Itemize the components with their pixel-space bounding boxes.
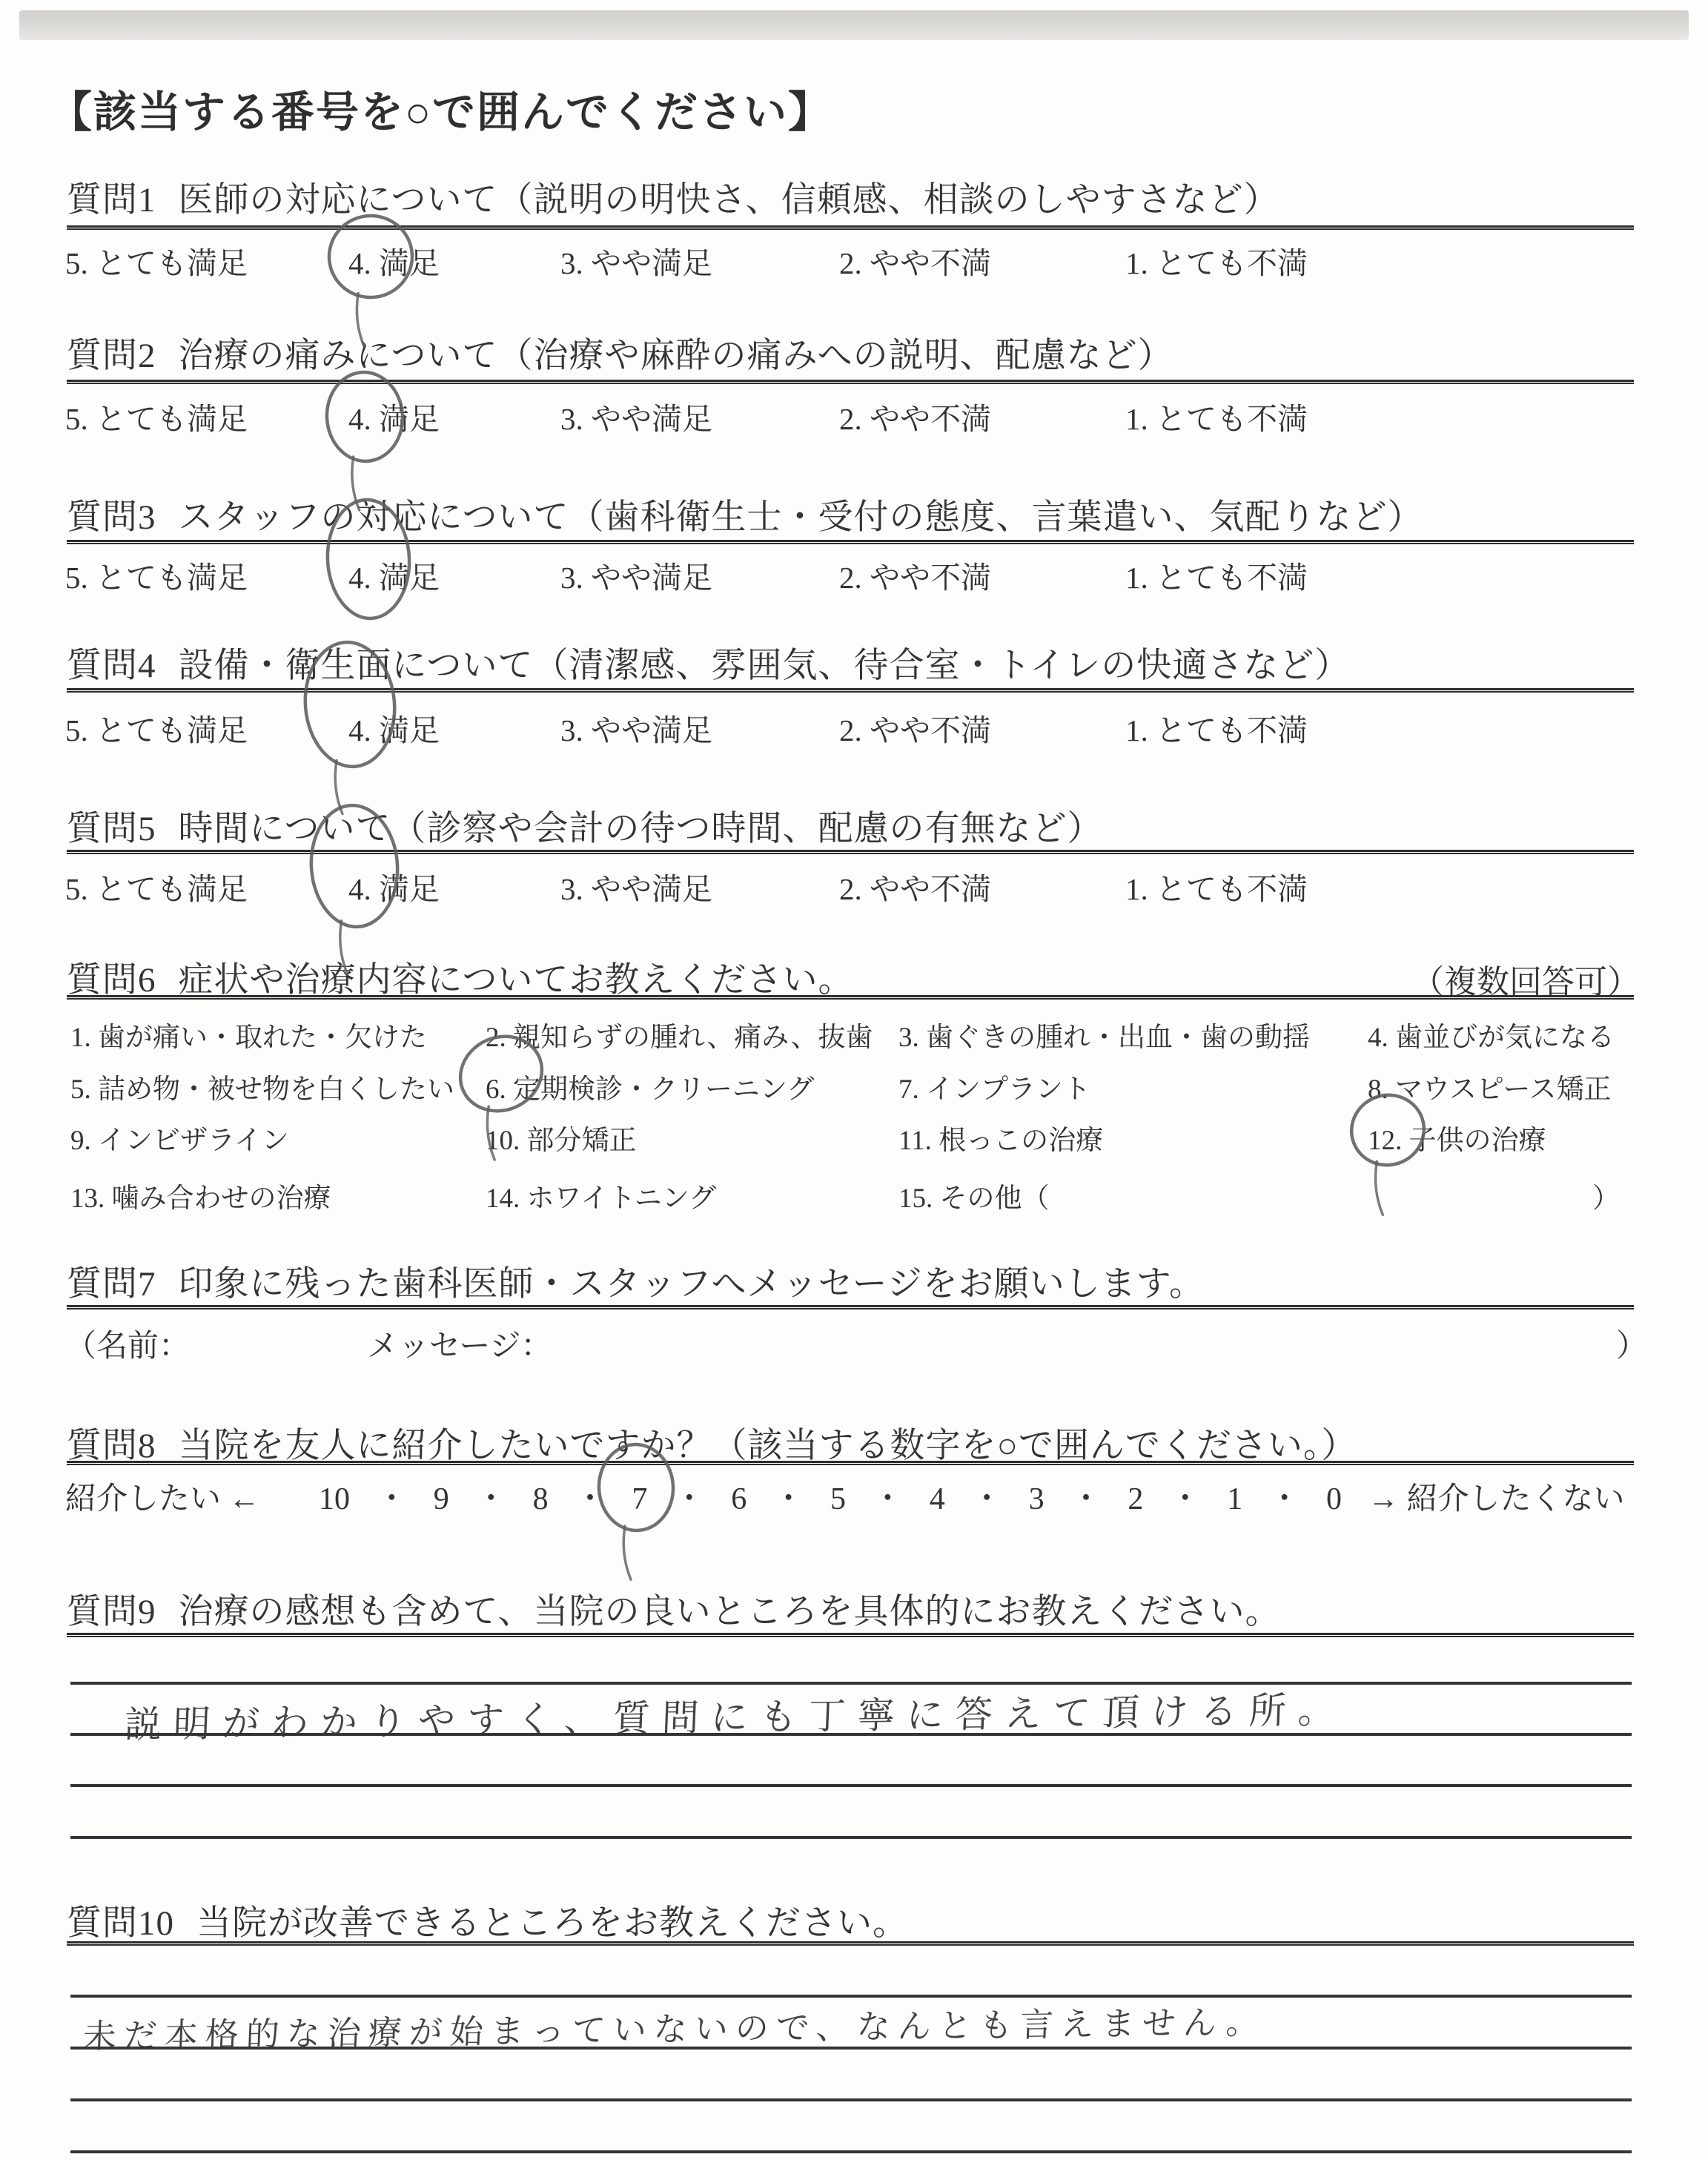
q4-option-4: 4. 満足 [348, 713, 440, 747]
q5-option-4: 4. 満足 [348, 872, 440, 906]
q6-item-4: 4. 歯並びが気になる [1368, 1023, 1615, 1053]
q6-item-13: 13. 噛み合わせの治療 [70, 1183, 331, 1214]
page-title: 【該当する番号を○で囲んでください】 [49, 88, 833, 136]
q2-header [67, 328, 1174, 377]
q7-header [67, 1256, 1205, 1306]
q7-close-paren: ） [1616, 1330, 1648, 1364]
q5-underline [67, 850, 1634, 854]
q8-text: 当院を友人に紹介したいですか？（該当する数字を○で囲んでください。） [178, 1427, 1357, 1465]
q8-left-label: 紹介したい ← [65, 1482, 260, 1516]
q8-score-5: 5 [830, 1482, 846, 1516]
q2-option-5: 5. とても満足 [65, 402, 248, 436]
q10-text: 当院が改善できるところをお教えください。 [196, 1904, 908, 1943]
q8-score-4: 4 [929, 1482, 945, 1516]
q3-underline [67, 540, 1634, 544]
dot-separator: ・ [673, 1482, 705, 1516]
q2-label: 質問2 [67, 337, 156, 375]
q6-label: 質問6 [67, 961, 156, 1000]
q10-underline [67, 1941, 1634, 1946]
q3-option-2: 2. やや不満 [839, 561, 991, 595]
q8-score-scale [319, 1474, 1342, 1519]
q10-answer-line-2 [70, 2047, 1632, 2050]
q7-name-label: （名前： [65, 1330, 191, 1364]
q10-label: 質問10 [67, 1904, 174, 1943]
q5-label: 質問5 [67, 810, 156, 848]
q8-score-9: 9 [433, 1482, 449, 1516]
q1-underline [67, 225, 1634, 230]
q6-item-5: 5. 詰め物・被せ物を白くしたい [70, 1074, 454, 1105]
q1-label: 質問1 [67, 181, 156, 219]
q6-item-9: 9. インビザライン [70, 1126, 289, 1156]
q4-underline [67, 688, 1634, 693]
q6-item-11: 11. 根っこの治療 [898, 1126, 1104, 1156]
q8-score-6: 6 [731, 1482, 747, 1516]
q5-text: 時間について（診察や会計の待つ時間、配慮の有無など） [178, 810, 1103, 848]
q4-header [67, 638, 1350, 687]
q4-option-3: 3. やや満足 [560, 713, 712, 747]
q1-option-1: 1. とても不満 [1125, 246, 1308, 280]
q7-label: 質問7 [67, 1265, 156, 1304]
dot-separator: ・ [872, 1482, 904, 1516]
q8-label: 質問8 [67, 1427, 156, 1465]
q1-header [67, 172, 1280, 222]
q10-answer-line-3 [70, 2098, 1632, 2101]
q2-option-1: 1. とても不満 [1125, 402, 1308, 436]
q6-underline [67, 995, 1634, 1000]
q3-text: スタッフの対応について（歯科衛生士・受付の態度、言葉遣い、気配りなど） [178, 498, 1423, 537]
q8-score-0: 0 [1325, 1482, 1342, 1516]
q6-item-15: 15. その他（ [898, 1183, 1050, 1214]
q5-option-2: 2. やや不満 [839, 872, 991, 906]
q9-label: 質問9 [67, 1593, 156, 1631]
q9-text: 治療の感想も含めて、当院の良いところを具体的にお教えください。 [178, 1593, 1281, 1631]
q6-item-6: 6. 定期検診・クリーニング [486, 1074, 815, 1105]
q8-score-10: 10 [319, 1482, 350, 1516]
q6-header [67, 952, 854, 1002]
scan-edge-artifact [19, 10, 1689, 40]
q9-header [67, 1584, 1281, 1634]
q4-option-5: 5. とても満足 [65, 713, 248, 747]
q8-underline [67, 1461, 1634, 1465]
q4-text: 設備・衛生面について（清潔感、雰囲気、待合室・トイレの快適さなど） [178, 647, 1351, 685]
q9-answer-line-2 [70, 1733, 1632, 1736]
q8-score-7: 7 [632, 1482, 648, 1516]
q8-score-1: 1 [1227, 1482, 1243, 1516]
q8-header [67, 1418, 1357, 1467]
q2-option-2: 2. やや不満 [839, 402, 991, 436]
q2-text: 治療の痛みについて（治療や麻酔の痛みへの説明、配慮など） [178, 337, 1174, 375]
q1-option-3: 3. やや満足 [560, 246, 712, 280]
q5-option-5: 5. とても満足 [65, 872, 248, 906]
q1-option-4: 4. 満足 [348, 246, 440, 280]
q8-circle-7-tail [623, 1526, 631, 1579]
q6-item-8: 8. マウスピース矯正 [1368, 1074, 1612, 1105]
q9-answer-line-1 [70, 1682, 1632, 1685]
q1-text: 医師の対応について（説明の明快さ、信頼感、相談のしやすさなど） [178, 181, 1280, 219]
q3-option-4: 4. 満足 [348, 561, 440, 595]
q5-header [67, 801, 1103, 851]
q3-option-1: 1. とても不満 [1125, 561, 1308, 595]
q6-note-multiple-answers: （複数回答可） [1411, 964, 1640, 1000]
q3-header [67, 489, 1423, 539]
q4-option-2: 2. やや不満 [839, 713, 991, 747]
dot-separator: ・ [475, 1482, 507, 1516]
q10-header [67, 1895, 908, 1945]
q4-label: 質問4 [67, 647, 156, 685]
dot-separator: ・ [1268, 1482, 1300, 1516]
q1-option-2: 2. やや不満 [839, 246, 991, 280]
q3-option-3: 3. やや満足 [560, 561, 712, 595]
q9-answer-line-3 [70, 1784, 1632, 1787]
dot-separator: ・ [574, 1482, 606, 1516]
q6-circle-12-tail [1376, 1161, 1383, 1215]
q7-message-label: メッセージ： [367, 1330, 552, 1364]
q8-right-label: → 紹介したくない [1368, 1482, 1625, 1516]
dot-separator: ・ [772, 1482, 804, 1516]
q6-item-14: 14. ホワイトニング [486, 1183, 717, 1214]
q6-item-1: 1. 歯が痛い・取れた・欠けた [70, 1023, 427, 1053]
q6-item-12: 12. 子供の治療 [1368, 1126, 1546, 1156]
q3-option-5: 5. とても満足 [65, 561, 248, 595]
q5-option-1: 1. とても不満 [1125, 872, 1308, 906]
q4-option-1: 1. とても不満 [1125, 713, 1308, 747]
q1-option-5: 5. とても満足 [65, 246, 248, 280]
q6-item-2: 2. 親知らずの腫れ、痛み、抜歯 [486, 1023, 873, 1053]
q6-text: 症状や治療内容についてお教えください。 [178, 961, 854, 1000]
q9-answer-line-4 [70, 1836, 1632, 1839]
dot-separator: ・ [1070, 1482, 1102, 1516]
q2-option-3: 3. やや満足 [560, 402, 712, 436]
q6-item-7: 7. インプラント [898, 1074, 1090, 1105]
q3-label: 質問3 [67, 498, 156, 537]
q2-underline [67, 380, 1634, 384]
dot-separator: ・ [971, 1482, 1003, 1516]
q10-answer-line-4 [70, 2150, 1632, 2153]
q8-score-2: 2 [1128, 1482, 1144, 1516]
q9-underline [67, 1633, 1634, 1637]
q7-text: 印象に残った歯科医師・スタッフへメッセージをお願いします。 [178, 1265, 1205, 1304]
q5-option-3: 3. やや満足 [560, 872, 712, 906]
q6-item-10: 10. 部分矯正 [486, 1126, 637, 1156]
dot-separator: ・ [1169, 1482, 1201, 1516]
q10-handwritten-answer: 未だ本格的な治療が始まっていないので、なんとも言えません。 [82, 2004, 1268, 2055]
q7-underline [67, 1305, 1634, 1309]
q6-item-3: 3. 歯ぐきの腫れ・出血・歯の動揺 [898, 1023, 1310, 1053]
q6-other-close-paren: ） [1592, 1183, 1620, 1214]
q8-score-8: 8 [532, 1482, 549, 1516]
q9-handwritten-answer: 説明がわかりやすく、質問にも丁寧に答えて頂ける所。 [123, 1688, 1348, 1746]
dot-separator: ・ [376, 1482, 408, 1516]
q10-answer-line-1 [70, 1995, 1632, 1998]
q8-score-3: 3 [1028, 1482, 1045, 1516]
q2-option-4: 4. 満足 [348, 402, 440, 436]
